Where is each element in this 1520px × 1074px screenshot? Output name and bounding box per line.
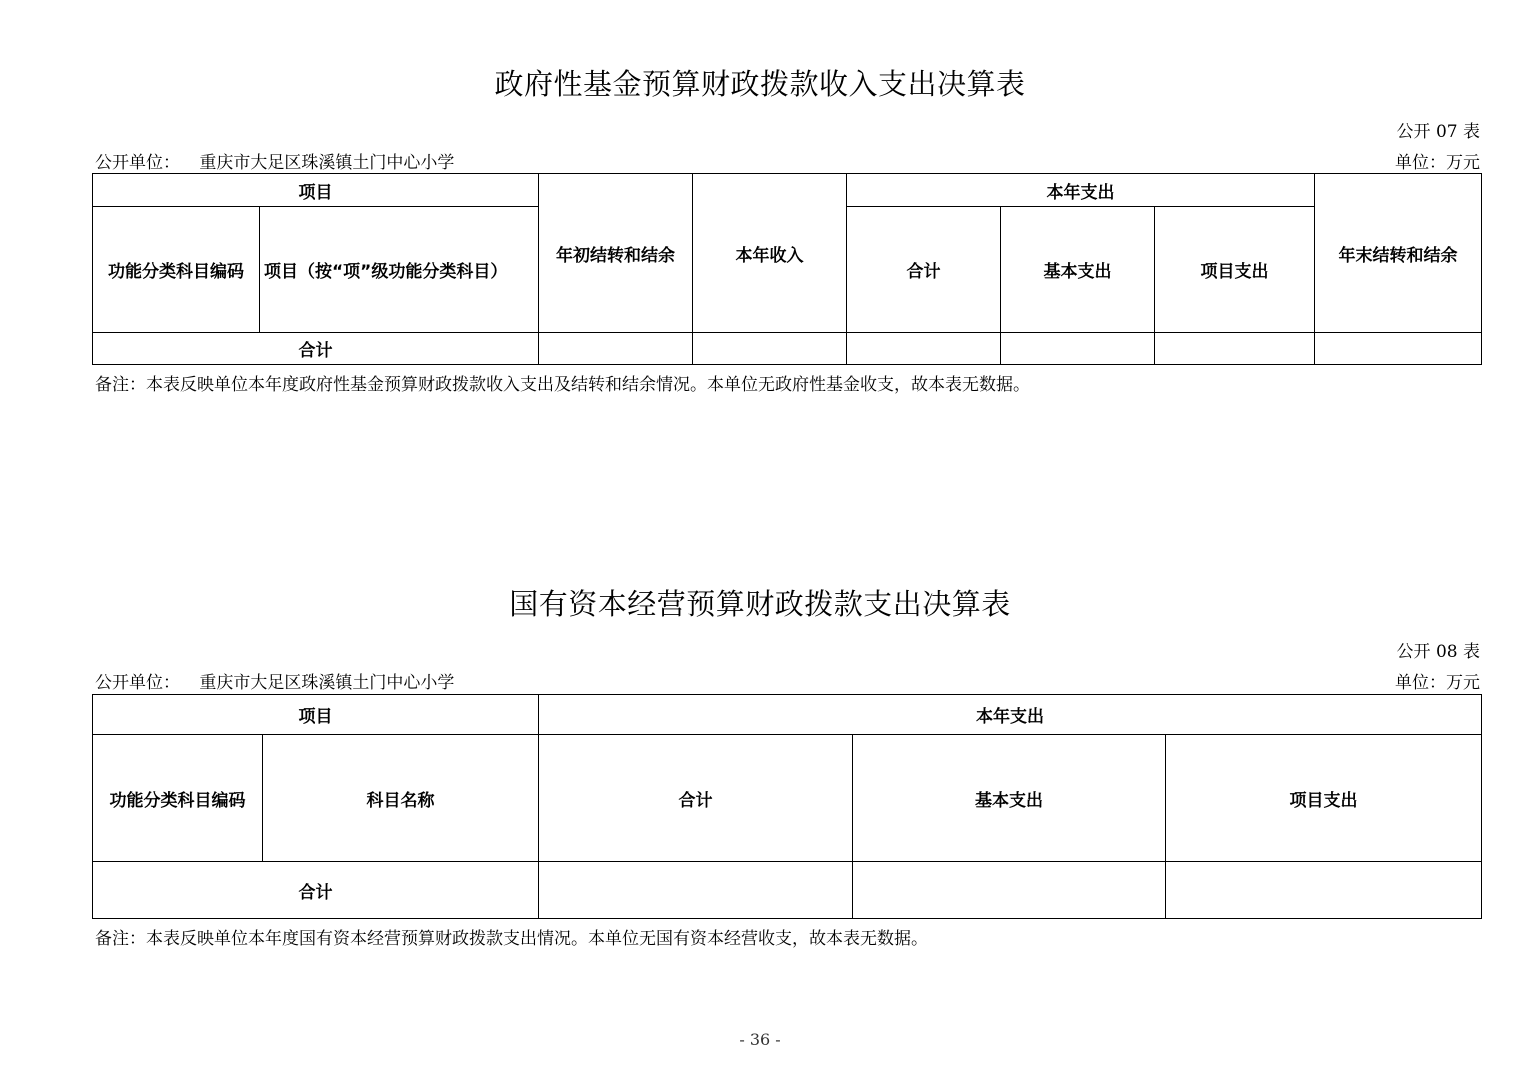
header-code: 功能分类科目编码 (93, 735, 263, 862)
header-total: 合计 (847, 207, 1001, 333)
table07-note: 备注：本表反映单位本年度政府性基金预算财政拨款收入支出及结转和结余情况。本单位无政府性基金收支，故本表无数据。 (95, 375, 1030, 395)
table08-code: 公开 08 表 (1396, 642, 1480, 662)
header-expense: 本年支出 (847, 174, 1315, 207)
table08-title: 国有资本经营预算财政拨款支出决算表 (509, 587, 1011, 621)
header-expense: 本年支出 (539, 695, 1482, 735)
total-project (1166, 862, 1482, 919)
table08-grid (92, 694, 1482, 919)
table-row (93, 333, 1482, 365)
table08-unit (95, 668, 454, 693)
header-end-balance: 年末结转和结余 (1315, 174, 1482, 333)
header-item: 项目 (93, 695, 539, 735)
header-begin-balance: 年初结转和结余 (539, 174, 693, 333)
total-begin-balance (539, 333, 693, 365)
total-project (1155, 333, 1315, 365)
table08-currency: 单位：万元 (1395, 673, 1480, 693)
table07-grid (92, 173, 1482, 365)
page-number: - 36 - (739, 1030, 781, 1049)
unit-name: 重庆市大足区珠溪镇土门中心小学 (199, 673, 455, 693)
table07-title: 政府性基金预算财政拨款收入支出决算表 (494, 67, 1026, 101)
header-basic: 基本支出 (853, 735, 1166, 862)
total-label: 合计 (93, 862, 539, 919)
unit-name: 重庆市大足区珠溪镇土门中心小学 (199, 153, 455, 173)
header-basic: 基本支出 (1001, 207, 1155, 333)
total-basic (853, 862, 1166, 919)
total-total (847, 333, 1001, 365)
header-code: 功能分类科目编码 (93, 207, 260, 333)
table07-unit (95, 148, 454, 173)
total-income (693, 333, 847, 365)
header-project: 项目支出 (1166, 735, 1482, 862)
table07-currency: 单位：万元 (1395, 153, 1480, 173)
table-row (93, 862, 1482, 919)
header-name: 科目名称 (263, 735, 539, 862)
header-total: 合计 (539, 735, 853, 862)
total-label: 合计 (93, 333, 539, 365)
table07-code: 公开 07 表 (1396, 122, 1480, 142)
header-item: 项目 (93, 174, 539, 207)
unit-label: 公开单位： (95, 673, 180, 693)
header-income: 本年收入 (693, 174, 847, 333)
header-project: 项目支出 (1155, 207, 1315, 333)
header-name: 项目（按“项”级功能分类科目） (260, 207, 539, 333)
total-total (539, 862, 853, 919)
total-end-balance (1315, 333, 1482, 365)
unit-label: 公开单位： (95, 153, 180, 173)
table08-note: 备注：本表反映单位本年度国有资本经营预算财政拨款支出情况。本单位无国有资本经营收支，故本表无数据。 (95, 929, 928, 949)
total-basic (1001, 333, 1155, 365)
